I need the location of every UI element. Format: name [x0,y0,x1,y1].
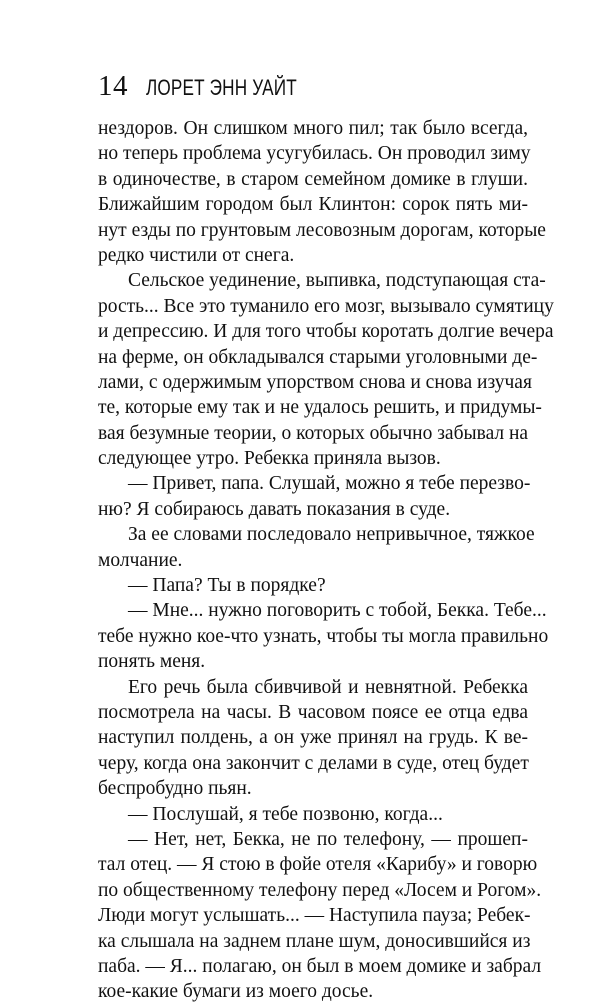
text-line: молчание. [98,549,183,571]
text-line: вая безумные теории, о которых обычно забывал на [98,422,529,444]
text-line: Люди могут услышать... — Наступила пауза; Ребек- [98,905,531,927]
text-line: но теперь проблема усугубилась. Он проводил зиму [98,143,531,165]
text-line: следующее утро. Ребекка приняла вызов. [98,448,441,470]
text-line: рость... Все это туманило его мозг, вызывало сумятицу [98,295,554,317]
text-line: те, которые ему так и не удалось решить, и придумы- [98,397,542,419]
text-line: и депрессию. И для того чтобы коротать долгие вечера [98,321,554,343]
text-line: наступил полдень, а он уже принял на грудь. К ве- [98,727,528,749]
text-line: посмотрела на часы. В часовом поясе ее отца едва [98,701,528,723]
text-line: — Привет, папа. Слушай, можно я тебе перезво- [128,473,531,495]
text-line: лами, с одержимым упорством снова и снова изучая [98,371,532,393]
text-line: черу, когда она закончит с делами в суде, отец будет [98,752,529,774]
text-line: по общественному телефону перед «Лосем и Рогом». [98,879,542,901]
page-number: 14 [98,70,128,102]
text-line: — Нет, нет, Бекка, не по телефону, — прошеп- [128,828,528,850]
text-line: кое-какие бумаги из моего досье. [98,981,374,1003]
text-line: на ферме, он обкладывался старыми уголовными де- [98,346,538,368]
running-head [98,66,339,106]
text-line: — Послушай, я тебе позвоню, когда... [128,803,443,825]
text-line: За ее словами последовало непривычное, тяжкое [128,524,535,546]
text-line: нездоров. Он слишком много пил; так было всегда, [98,118,528,139]
text-line: редко чистили от снега. [98,244,295,266]
text-line: в одиночестве, в старом семейном домике в глуши. [98,168,528,190]
text-line: нут езды по грунтовым лесовозным дорогам, которые [98,219,546,241]
text-line: ню? Я собираюсь давать показания в суде. [98,498,451,520]
text-line: — Мне... нужно поговорить с тобой, Бекка. Тебе... [128,600,547,622]
text-line: Его речь была сбивчивой и невнятной. Ребекка [128,676,528,698]
text-line: Сельское уединение, выпивка, подступающая ста- [128,270,546,292]
running-head-author: ЛОРЕТ ЭНН УАЙТ [146,75,297,100]
text-line: Ближайшим городом был Клинтон: сорок пять ми- [98,194,528,216]
text-line: паба. — Я... полагаю, он был в моем домике и забрал [98,955,542,977]
text-line: — Папа? Ты в порядке? [128,575,326,597]
text-line: беспробудно пьян. [98,778,252,800]
text-line: ка слышала на заднем плане шум, доносившийся из [98,930,531,952]
text-line: понять меня. [98,651,206,673]
text-line: тал отец. — Я стою в фойе отеля «Карибу» и говорю [98,854,538,876]
text-line: тебе нужно кое-что узнать, чтобы ты могла правильно [98,625,549,647]
body-text [98,116,554,1005]
